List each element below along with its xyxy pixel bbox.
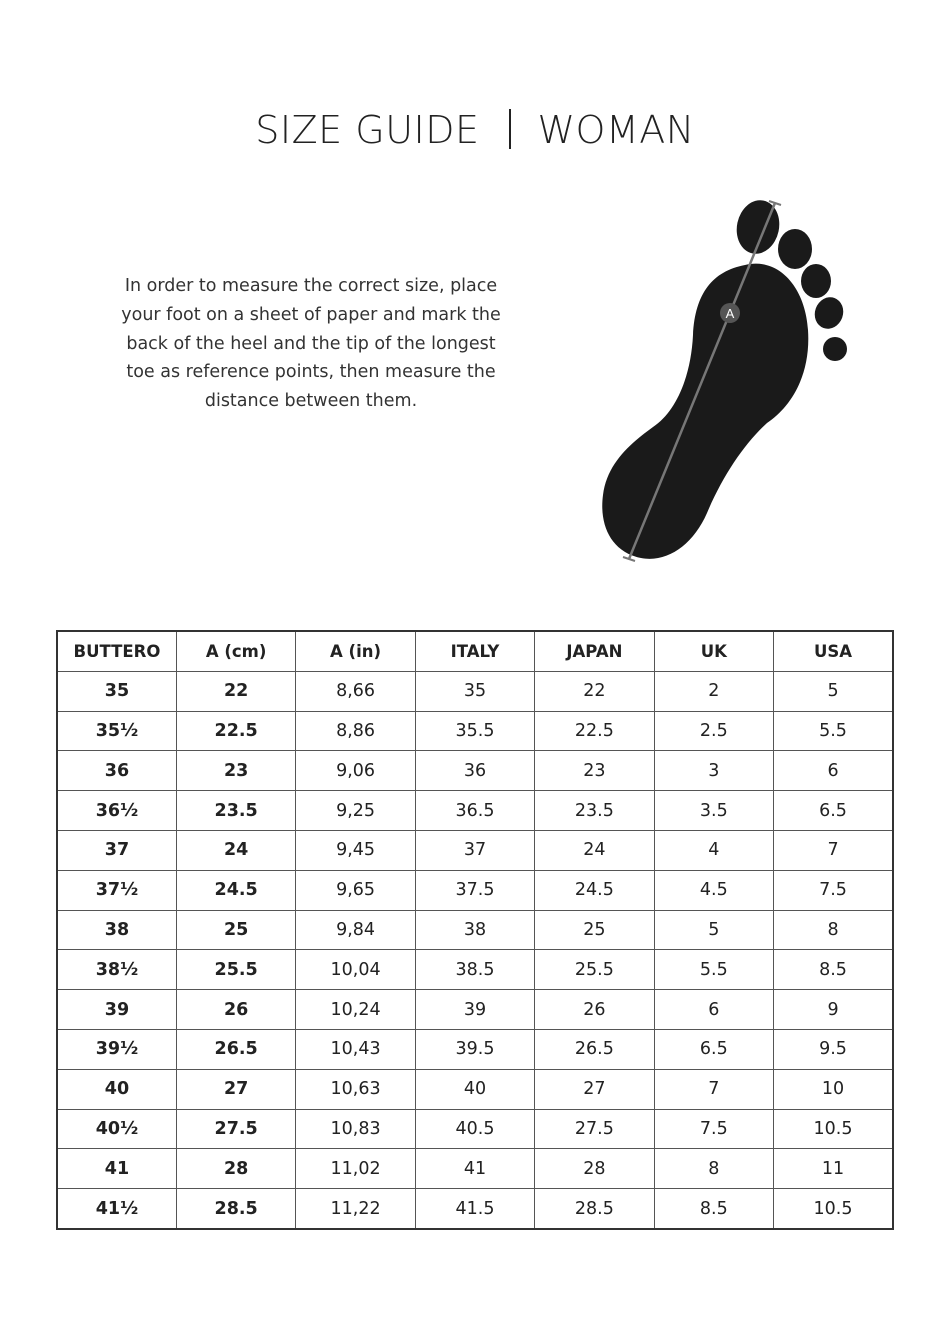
table-cell: 6 xyxy=(654,990,773,1030)
header-buttero: BUTTERO xyxy=(57,631,176,671)
big-toe-icon xyxy=(732,196,784,258)
table-cell: 7 xyxy=(654,1069,773,1109)
title-size-guide: SIZE GUIDE xyxy=(255,108,480,152)
little-toe-icon xyxy=(823,337,847,361)
table-cell: 24.5 xyxy=(176,870,295,910)
table-cell: 41.5 xyxy=(415,1189,534,1229)
header-japan: JAPAN xyxy=(535,631,654,671)
table-cell: 36 xyxy=(57,751,176,791)
table-cell: 38½ xyxy=(57,950,176,990)
table-cell: 8 xyxy=(774,910,893,950)
table-cell: 27.5 xyxy=(535,1109,654,1149)
table-cell: 40 xyxy=(415,1069,534,1109)
table-cell: 24 xyxy=(535,830,654,870)
table-cell: 22 xyxy=(535,671,654,711)
table-cell: 41 xyxy=(415,1149,534,1189)
table-cell: 5.5 xyxy=(774,711,893,751)
table-row xyxy=(57,990,893,1030)
table-cell: 8 xyxy=(654,1149,773,1189)
table-cell: 25.5 xyxy=(176,950,295,990)
table-row xyxy=(57,1029,893,1069)
table-cell: 9,84 xyxy=(296,910,415,950)
table-cell: 26.5 xyxy=(535,1029,654,1069)
table-cell: 8,66 xyxy=(296,671,415,711)
table-cell: 40 xyxy=(57,1069,176,1109)
table-row xyxy=(57,711,893,751)
table-cell: 28.5 xyxy=(535,1189,654,1229)
table-cell: 10,04 xyxy=(296,950,415,990)
table-cell: 22 xyxy=(176,671,295,711)
table-cell: 37.5 xyxy=(415,870,534,910)
table-cell: 11,02 xyxy=(296,1149,415,1189)
table-cell: 36½ xyxy=(57,791,176,831)
table-cell: 23.5 xyxy=(176,791,295,831)
table-cell: 22.5 xyxy=(535,711,654,751)
header-usa: USA xyxy=(774,631,893,671)
title-separator xyxy=(509,109,511,149)
table-cell: 36 xyxy=(415,751,534,791)
table-row xyxy=(57,1189,893,1229)
table-cell: 23 xyxy=(176,751,295,791)
table-cell: 26 xyxy=(535,990,654,1030)
table-cell: 40½ xyxy=(57,1109,176,1149)
table-cell: 28 xyxy=(176,1149,295,1189)
table-cell: 37 xyxy=(415,830,534,870)
table-cell: 24.5 xyxy=(535,870,654,910)
table-cell: 25 xyxy=(176,910,295,950)
header-a-in: A (in) xyxy=(296,631,415,671)
table-cell: 25 xyxy=(535,910,654,950)
table-row xyxy=(57,870,893,910)
table-cell: 7.5 xyxy=(654,1109,773,1149)
table-cell: 27 xyxy=(535,1069,654,1109)
table-cell: 38 xyxy=(57,910,176,950)
table-header-row xyxy=(57,631,893,671)
table-cell: 9,25 xyxy=(296,791,415,831)
table-cell: 9,45 xyxy=(296,830,415,870)
header-a-cm: A (cm) xyxy=(176,631,295,671)
table-cell: 10.5 xyxy=(774,1189,893,1229)
table-cell: 6.5 xyxy=(774,791,893,831)
title-woman: WOMAN xyxy=(537,108,695,152)
table-cell: 40.5 xyxy=(415,1109,534,1149)
table-cell: 36.5 xyxy=(415,791,534,831)
table-cell: 3 xyxy=(654,751,773,791)
table-cell: 11,22 xyxy=(296,1189,415,1229)
measure-instructions: In order to measure the correct size, place your foot on a sheet of paper and mark the back of the heel and the tip of the longest toe as reference points, then measure the distance between them. xyxy=(121,276,501,412)
table-row xyxy=(57,1109,893,1149)
table-cell: 10,24 xyxy=(296,990,415,1030)
table-cell: 2.5 xyxy=(654,711,773,751)
header-italy: ITALY xyxy=(415,631,534,671)
table-row xyxy=(57,671,893,711)
fourth-toe-icon xyxy=(810,293,847,333)
third-toe-icon xyxy=(801,264,831,298)
table-cell: 37 xyxy=(57,830,176,870)
table-cell: 10.5 xyxy=(774,1109,893,1149)
table-cell: 41½ xyxy=(57,1189,176,1229)
page-title xyxy=(0,108,950,152)
table-row xyxy=(57,1149,893,1189)
table-cell: 39 xyxy=(57,990,176,1030)
table-cell: 24 xyxy=(176,830,295,870)
table-cell: 35½ xyxy=(57,711,176,751)
foot-sole-shape xyxy=(602,264,808,559)
table-cell: 35 xyxy=(415,671,534,711)
table-cell: 9 xyxy=(774,990,893,1030)
table-cell: 27.5 xyxy=(176,1109,295,1149)
table-row xyxy=(57,751,893,791)
table-cell: 38.5 xyxy=(415,950,534,990)
table-cell: 35.5 xyxy=(415,711,534,751)
table-cell: 39.5 xyxy=(415,1029,534,1069)
table-cell: 9,65 xyxy=(296,870,415,910)
table-row xyxy=(57,830,893,870)
table-row xyxy=(57,950,893,990)
table-cell: 28.5 xyxy=(176,1189,295,1229)
table-cell: 5 xyxy=(774,671,893,711)
table-cell: 4.5 xyxy=(654,870,773,910)
table-cell: 10,43 xyxy=(296,1029,415,1069)
table-cell: 8,86 xyxy=(296,711,415,751)
table-row xyxy=(57,1069,893,1109)
table-cell: 39 xyxy=(415,990,534,1030)
table-cell: 28 xyxy=(535,1149,654,1189)
table-cell: 7.5 xyxy=(774,870,893,910)
table-cell: 6 xyxy=(774,751,893,791)
measure-marker-label: A xyxy=(725,306,735,321)
table-cell: 25.5 xyxy=(535,950,654,990)
table-cell: 11 xyxy=(774,1149,893,1189)
size-conversion-table xyxy=(56,630,894,1230)
table-cell: 10,63 xyxy=(296,1069,415,1109)
table-cell: 5 xyxy=(654,910,773,950)
table-cell: 37½ xyxy=(57,870,176,910)
table-cell: 9,06 xyxy=(296,751,415,791)
table-cell: 22.5 xyxy=(176,711,295,751)
table-cell: 10 xyxy=(774,1069,893,1109)
table-cell: 23.5 xyxy=(535,791,654,831)
table-cell: 9.5 xyxy=(774,1029,893,1069)
table-cell: 35 xyxy=(57,671,176,711)
table-cell: 23 xyxy=(535,751,654,791)
second-toe-icon xyxy=(778,229,812,269)
table-cell: 10,83 xyxy=(296,1109,415,1149)
foot-measure-illustration xyxy=(595,195,855,567)
table-cell: 6.5 xyxy=(654,1029,773,1069)
table-cell: 8.5 xyxy=(774,950,893,990)
table-cell: 26.5 xyxy=(176,1029,295,1069)
table-cell: 26 xyxy=(176,990,295,1030)
table-cell: 8.5 xyxy=(654,1189,773,1229)
table-cell: 5.5 xyxy=(654,950,773,990)
header-uk: UK xyxy=(654,631,773,671)
table-cell: 41 xyxy=(57,1149,176,1189)
table-row xyxy=(57,910,893,950)
table-cell: 7 xyxy=(774,830,893,870)
table-cell: 27 xyxy=(176,1069,295,1109)
table-body xyxy=(57,671,893,1229)
table-cell: 3.5 xyxy=(654,791,773,831)
table-row xyxy=(57,791,893,831)
table-cell: 4 xyxy=(654,830,773,870)
table-cell: 39½ xyxy=(57,1029,176,1069)
table-cell: 2 xyxy=(654,671,773,711)
table-cell: 38 xyxy=(415,910,534,950)
